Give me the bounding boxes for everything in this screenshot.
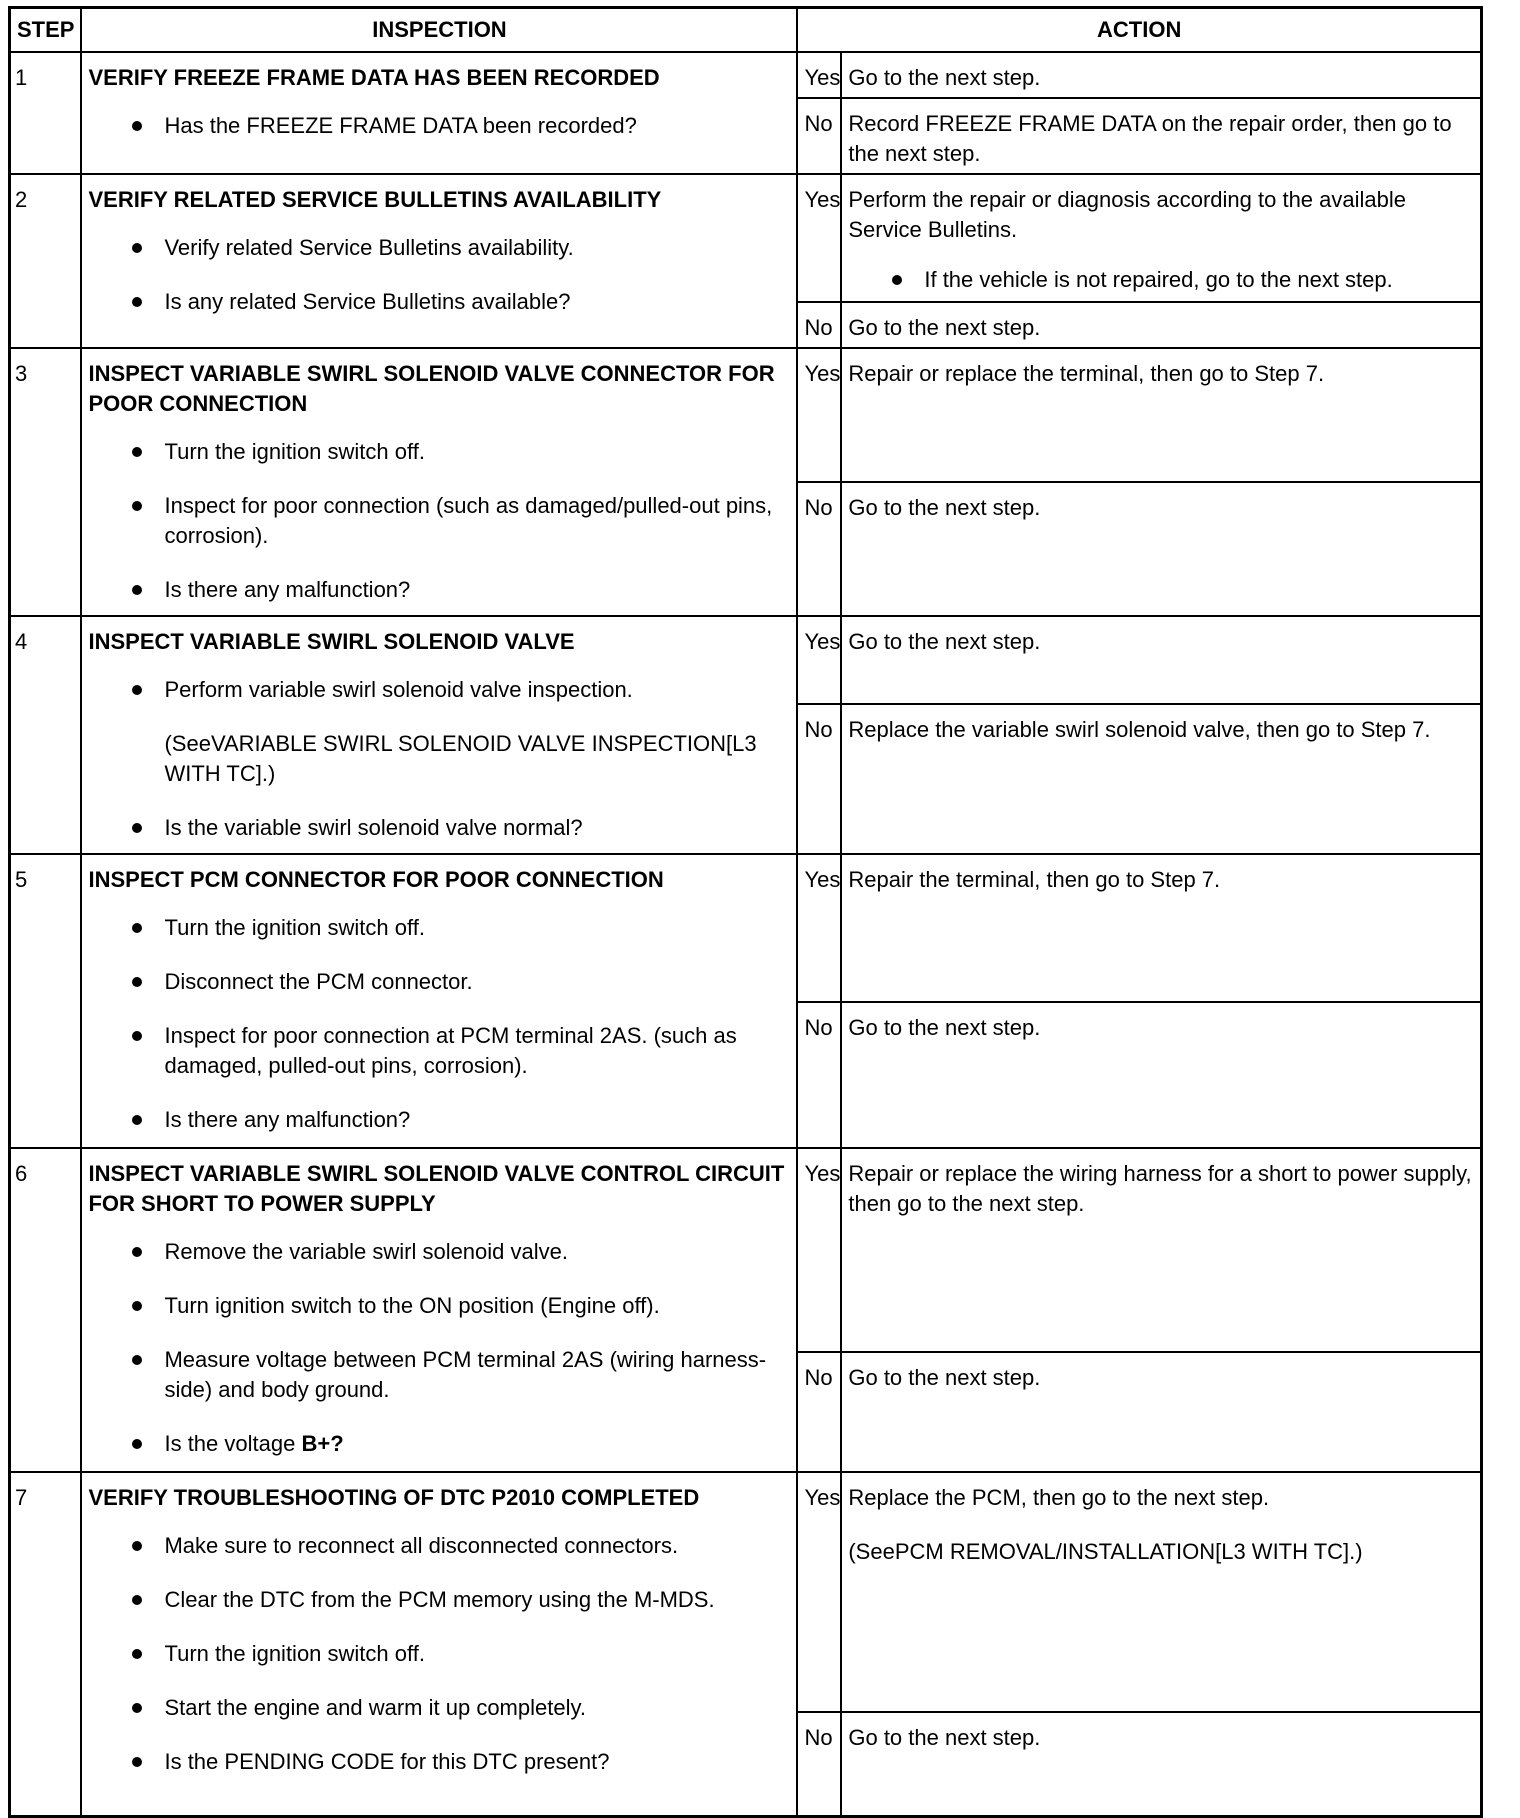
step-5-yes-row [10, 854, 1482, 1002]
inspection-title: INSPECT VARIABLE SWIRL SOLENOID VALVE CONTROL CIRCUIT FOR SHORT TO POWER SUPPLY [88, 1161, 785, 1216]
step-number: 1 [10, 52, 82, 174]
bullet-icon [132, 977, 142, 987]
bullet-icon [132, 447, 142, 457]
inspection-bullet: Turn the ignition switch off. [88, 913, 790, 943]
inspection-bullets [88, 913, 790, 1135]
bullet-icon [132, 121, 142, 131]
action-bullets [848, 265, 1474, 295]
step-number: 4 [10, 616, 82, 854]
inspection-title: VERIFY RELATED SERVICE BULLETINS AVAILABILITY [88, 187, 662, 212]
no-action: Go to the next step. [841, 1352, 1481, 1472]
bullet-icon [132, 1301, 142, 1311]
bullet-icon [132, 1757, 142, 1767]
step-7-yes-row [10, 1472, 1482, 1712]
inspection-bullet: Make sure to reconnect all disconnected connectors. [88, 1531, 790, 1561]
yes-label: Yes [797, 348, 841, 482]
no-label: No [797, 482, 841, 616]
inspection-bullet: Turn the ignition switch off. [88, 1639, 790, 1669]
yes-action: Go to the next step. [841, 616, 1481, 704]
bullet-icon [132, 1247, 142, 1257]
inspection-bullet: Is any related Service Bulletins available? [88, 287, 790, 317]
bullet-icon [132, 1031, 142, 1041]
header-row [10, 8, 1482, 53]
inspection-bullet: Verify related Service Bulletins availability. [88, 233, 790, 263]
inspection-bullet: Disconnect the PCM connector. [88, 967, 790, 997]
inspection-bullet: Remove the variable swirl solenoid valve. [88, 1237, 790, 1267]
inspection-title: INSPECT VARIABLE SWIRL SOLENOID VALVE CONNECTOR FOR POOR CONNECTION [88, 361, 775, 416]
inspection-title: INSPECT VARIABLE SWIRL SOLENOID VALVE [88, 629, 575, 654]
bullet-icon [132, 1649, 142, 1659]
yes-action: Repair the terminal, then go to Step 7. [841, 854, 1481, 1002]
inspection-bullet: Is the voltage B+? [88, 1429, 790, 1459]
inspection-bullet: Is the PENDING CODE for this DTC present? [88, 1747, 790, 1777]
inspection-bullet: Turn ignition switch to the ON position (Engine off). [88, 1291, 790, 1321]
inspection-cell [81, 616, 797, 854]
inspection-cell [81, 1148, 797, 1472]
no-label: No [797, 1002, 841, 1148]
no-label: No [797, 302, 841, 348]
yes-label: Yes [797, 52, 841, 98]
no-label: No [797, 98, 841, 174]
step-6-yes-row [10, 1148, 1482, 1352]
inspection-bullet: Has the FREEZE FRAME DATA been recorded? [88, 111, 790, 141]
step-4-yes-row [10, 616, 1482, 704]
action-bullet: If the vehicle is not repaired, go to the next step. [848, 265, 1474, 295]
no-action: Go to the next step. [841, 482, 1481, 616]
bullet-icon [132, 501, 142, 511]
step-number: 7 [10, 1472, 82, 1816]
inspection-cell [81, 174, 797, 348]
inspection-bullet: Is there any malfunction? [88, 1105, 790, 1135]
header-action: ACTION [797, 8, 1481, 53]
yes-action: Perform the repair or diagnosis according to the available Service Bulletins. [848, 187, 1406, 242]
inspection-title: VERIFY TROUBLESHOOTING OF DTC P2010 COMPLETED [88, 1485, 700, 1510]
inspection-bullets [88, 437, 790, 605]
inspection-title: INSPECT PCM CONNECTOR FOR POOR CONNECTION [88, 867, 664, 892]
bullet-icon [132, 1703, 142, 1713]
inspection-bullet: Is the variable swirl solenoid valve normal? [88, 813, 790, 843]
inspection-bullets [88, 233, 790, 317]
voltage-value: B+? [301, 1431, 344, 1456]
bullet-icon [132, 1355, 142, 1365]
yes-action-reference[interactable]: (SeePCM REMOVAL/INSTALLATION[L3 WITH TC].) [848, 1539, 1363, 1564]
inspection-bullet: Is there any malfunction? [88, 575, 790, 605]
bullet-icon [132, 1115, 142, 1125]
step-3-yes-row [10, 348, 1482, 482]
step-1-yes-row [10, 52, 1482, 98]
inspection-bullets [88, 1237, 790, 1459]
bullet-icon [132, 685, 142, 695]
bullet-icon [892, 275, 902, 285]
no-label: No [797, 1352, 841, 1472]
no-action: Record FREEZE FRAME DATA on the repair order, then go to the next step. [841, 98, 1481, 174]
step-number: 6 [10, 1148, 82, 1472]
no-action: Go to the next step. [841, 1712, 1481, 1816]
bullet-icon [132, 923, 142, 933]
yes-action: Repair or replace the wiring harness for a short to power supply, then go to the next step. [841, 1148, 1481, 1352]
inspection-bullet: Turn the ignition switch off. [88, 437, 790, 467]
yes-action-cell [841, 174, 1481, 302]
yes-label: Yes [797, 1148, 841, 1352]
no-label: No [797, 704, 841, 854]
step-number: 2 [10, 174, 82, 348]
step-number: 5 [10, 854, 82, 1148]
inspection-bullet: Start the engine and warm it up completely. [88, 1693, 790, 1723]
inspection-bullet: Clear the DTC from the PCM memory using the M-MDS. [88, 1585, 790, 1615]
inspection-bullet: Inspect for poor connection at PCM terminal 2AS. (such as damaged, pulled-out pins, corrosion). [88, 1021, 790, 1081]
inspection-table [8, 6, 1483, 1818]
bullet-icon [132, 1595, 142, 1605]
inspection-bullet: Inspect for poor connection (such as damaged/pulled-out pins, corrosion). [88, 491, 790, 551]
no-action: Go to the next step. [841, 302, 1481, 348]
inspection-bullet: Perform variable swirl solenoid valve inspection. [88, 675, 790, 705]
bullet-icon [132, 297, 142, 307]
inspection-bullets [88, 1531, 790, 1777]
no-action: Go to the next step. [841, 1002, 1481, 1148]
bullet-icon [132, 585, 142, 595]
bullet-icon [132, 1541, 142, 1551]
yes-action: Go to the next step. [841, 52, 1481, 98]
header-inspection: INSPECTION [81, 8, 797, 53]
yes-label: Yes [797, 174, 841, 302]
inspection-title: VERIFY FREEZE FRAME DATA HAS BEEN RECORDED [88, 65, 660, 90]
step-number: 3 [10, 348, 82, 616]
yes-action: Replace the PCM, then go to the next step. [848, 1485, 1270, 1510]
bullet-icon [132, 1439, 142, 1449]
yes-label: Yes [797, 616, 841, 704]
inspection-cell [81, 1472, 797, 1816]
bullet-icon [132, 243, 142, 253]
bullet-icon [132, 823, 142, 833]
yes-label: Yes [797, 854, 841, 1002]
inspection-cell [81, 52, 797, 174]
no-action: Replace the variable swirl solenoid valve, then go to Step 7. [841, 704, 1481, 854]
inspection-bullet: Measure voltage between PCM terminal 2AS (wiring harness-side) and body ground. [88, 1345, 790, 1405]
inspection-bullets [88, 675, 790, 705]
step-2-yes-row [10, 174, 1482, 302]
inspection-cell [81, 854, 797, 1148]
yes-action-cell [841, 1472, 1481, 1712]
inspection-bullets [88, 111, 790, 141]
no-label: No [797, 1712, 841, 1816]
yes-action: Repair or replace the terminal, then go to Step 7. [841, 348, 1481, 482]
inspection-cell [81, 348, 797, 616]
header-step: STEP [10, 8, 82, 53]
inspection-reference[interactable]: (SeeVARIABLE SWIRL SOLENOID VALVE INSPECTION[L3 WITH TC].) [164, 731, 757, 786]
inspection-bullets [88, 813, 790, 843]
yes-label: Yes [797, 1472, 841, 1712]
